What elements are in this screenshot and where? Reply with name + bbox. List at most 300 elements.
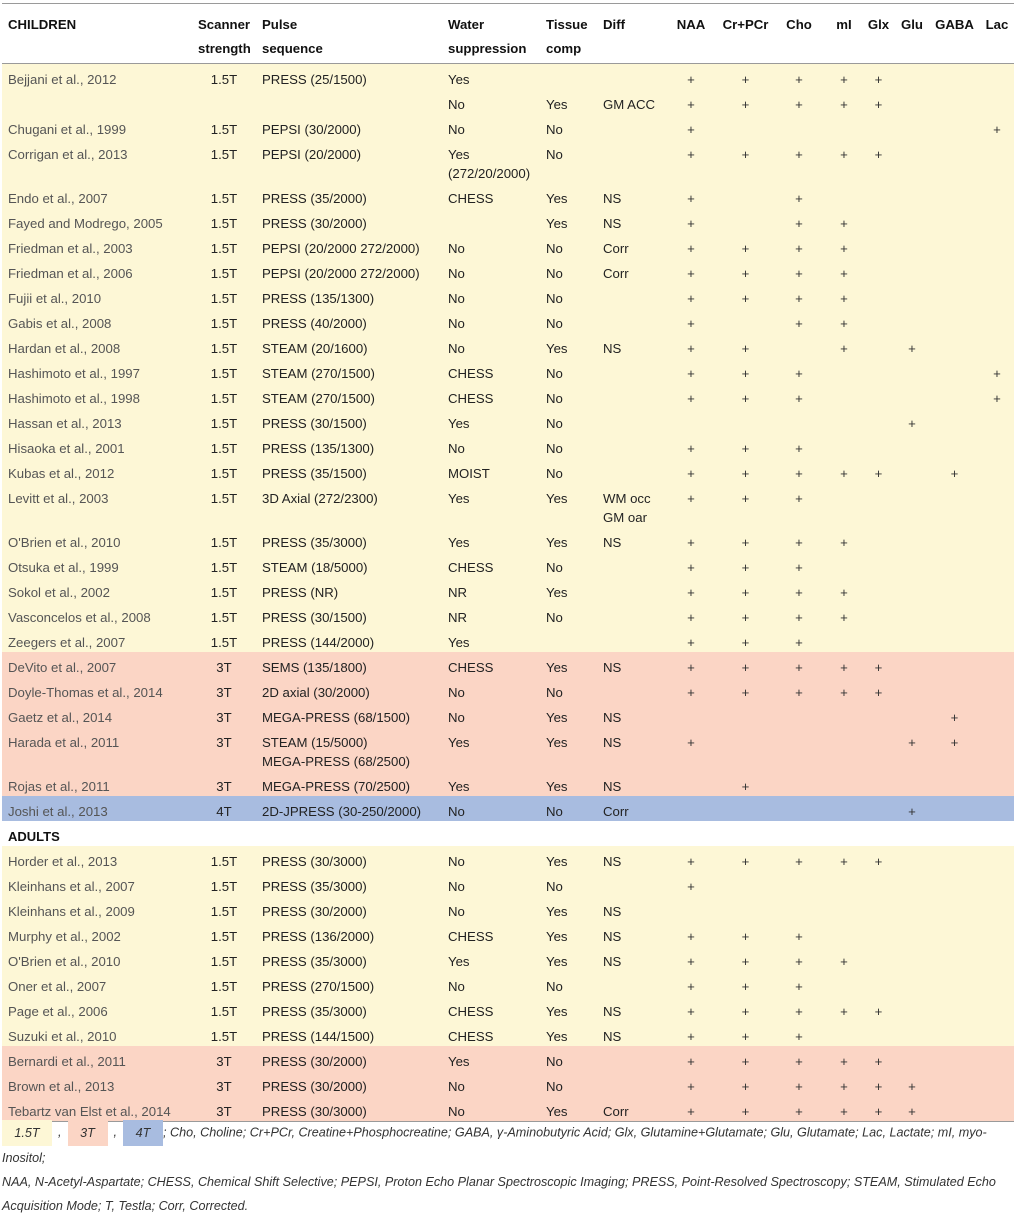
- water-cell: [442, 139, 540, 183]
- study-cell: Hashimoto et al., 1998: [2, 383, 192, 408]
- mark-glu: [895, 433, 929, 458]
- mark-glu: [895, 139, 929, 183]
- mark-mi: +: [826, 1071, 862, 1096]
- water-cell: [442, 408, 540, 433]
- table-row: [2, 846, 1014, 871]
- water-cell-line: MOIST: [448, 466, 490, 481]
- mark-glx: [862, 333, 895, 358]
- diff-cell: [597, 627, 663, 652]
- mark-naa: +: [663, 64, 719, 90]
- mark-lac: [980, 433, 1014, 458]
- study-cell: Otsuka et al., 1999: [2, 552, 192, 577]
- mark-cho: [772, 871, 826, 896]
- mark-cr-pcr: +: [719, 527, 772, 552]
- pulse-cell: [256, 433, 442, 458]
- mark-mi: +: [826, 139, 862, 183]
- water-cell-line: Yes: [448, 735, 470, 750]
- pulse-cell: [256, 1071, 442, 1096]
- tissue-cell: Yes: [540, 183, 597, 208]
- mark-gaba: [929, 483, 980, 527]
- tissue-cell: [540, 627, 597, 652]
- pulse-cell-line: PRESS (35/1500): [262, 466, 367, 481]
- mark-gaba: [929, 921, 980, 946]
- tissue-cell: Yes: [540, 771, 597, 796]
- mark-cho: +: [772, 1046, 826, 1071]
- mark-cr-pcr: [719, 183, 772, 208]
- mark-lac: [980, 577, 1014, 602]
- mark-lac: [980, 871, 1014, 896]
- table-row: [2, 433, 1014, 458]
- mark-glx: [862, 283, 895, 308]
- mark-glx: [862, 183, 895, 208]
- mark-cho: +: [772, 258, 826, 283]
- mark-glx: [862, 208, 895, 233]
- mark-cho: +: [772, 627, 826, 652]
- tissue-cell: No: [540, 602, 597, 627]
- table-row: [2, 408, 1014, 433]
- mark-gaba: [929, 208, 980, 233]
- diff-cell: [597, 527, 663, 552]
- mark-lac: [980, 89, 1014, 114]
- mark-glu: [895, 577, 929, 602]
- table-body: [2, 64, 1014, 1122]
- mark-mi: +: [826, 1046, 862, 1071]
- water-cell-line: CHESS: [448, 1029, 494, 1044]
- study-cell: Oner et al., 2007: [2, 971, 192, 996]
- mark-gaba: [929, 408, 980, 433]
- study-cell: Gaetz et al., 2014: [2, 702, 192, 727]
- diff-cell-line: Corr: [603, 241, 629, 256]
- mark-naa: +: [663, 308, 719, 333]
- water-cell-line: No: [448, 979, 465, 994]
- water-cell: [442, 1071, 540, 1096]
- water-cell: [442, 702, 540, 727]
- pulse-cell: [256, 333, 442, 358]
- pulse-cell: [256, 846, 442, 871]
- pulse-cell: [256, 64, 442, 90]
- header-tissue: Tissue comp: [540, 4, 597, 64]
- table-row: [2, 796, 1014, 821]
- table-row: [2, 971, 1014, 996]
- mark-gaba: [929, 258, 980, 283]
- mark-glu: [895, 64, 929, 90]
- water-cell-line: NR: [448, 585, 468, 600]
- mark-glx: +: [862, 458, 895, 483]
- scanner-cell: 1.5T: [192, 996, 256, 1021]
- water-cell: [442, 64, 540, 90]
- mark-glu: [895, 527, 929, 552]
- water-cell: [442, 896, 540, 921]
- scanner-cell: 3T: [192, 771, 256, 796]
- pulse-cell: [256, 652, 442, 677]
- mark-gaba: [929, 577, 980, 602]
- mark-cho: +: [772, 308, 826, 333]
- pulse-cell: [256, 89, 442, 114]
- water-cell: [442, 258, 540, 283]
- mark-naa: +: [663, 1021, 719, 1046]
- diff-cell-line: WM occ: [603, 491, 651, 506]
- mark-cho: +: [772, 1021, 826, 1046]
- tissue-cell: Yes: [540, 333, 597, 358]
- mark-naa: +: [663, 627, 719, 652]
- diff-cell-line: NS: [603, 341, 622, 356]
- diff-cell: [597, 652, 663, 677]
- tissue-cell: No: [540, 1071, 597, 1096]
- diff-cell: [597, 283, 663, 308]
- mark-glu: [895, 771, 929, 796]
- pulse-cell-line: PRESS (35/3000): [262, 879, 367, 894]
- study-cell: Hassan et al., 2013: [2, 408, 192, 433]
- mark-glu: [895, 996, 929, 1021]
- pulse-cell: [256, 702, 442, 727]
- mark-lac: [980, 333, 1014, 358]
- tissue-cell: Yes: [540, 527, 597, 552]
- table-row: [2, 458, 1014, 483]
- legend-text: ; Cho, Choline; Cr+PCr, Creatine+Phosphocreatine; GABA, γ-Aminobutyric Acid; Glx, Glutamine+Glutamate; Glu, Glutamate; Lac, Lactate; mI, myo-Inositol;: [2, 1125, 987, 1165]
- diff-cell: [597, 483, 663, 527]
- study-cell: Friedman et al., 2006: [2, 258, 192, 283]
- mark-cho: +: [772, 458, 826, 483]
- water-cell-line: No: [448, 685, 465, 700]
- mark-glu: [895, 358, 929, 383]
- mark-glx: [862, 602, 895, 627]
- table-row: [2, 383, 1014, 408]
- water-cell: [442, 996, 540, 1021]
- pulse-cell: [256, 796, 442, 821]
- pulse-cell-line: PRESS (NR): [262, 585, 339, 600]
- scanner-cell: 3T: [192, 727, 256, 771]
- mark-glx: [862, 383, 895, 408]
- pulse-cell-line: PRESS (135/1300): [262, 291, 375, 306]
- mark-glx: [862, 114, 895, 139]
- mark-naa: [663, 771, 719, 796]
- diff-cell-line: NS: [603, 535, 622, 550]
- pulse-cell-line: STEAM (15/5000): [262, 735, 368, 750]
- mark-glu: [895, 1021, 929, 1046]
- mark-mi: +: [826, 1096, 862, 1122]
- mark-glu: +: [895, 1071, 929, 1096]
- pulse-cell: [256, 358, 442, 383]
- mark-glu: [895, 627, 929, 652]
- scanner-cell: 1.5T: [192, 552, 256, 577]
- mark-glx: [862, 577, 895, 602]
- diff-cell: [597, 1071, 663, 1096]
- mark-glu: [895, 921, 929, 946]
- mark-cr-pcr: +: [719, 946, 772, 971]
- mark-naa: +: [663, 433, 719, 458]
- diff-cell: [597, 208, 663, 233]
- pulse-cell-line: 2D-JPRESS (30-250/2000): [262, 804, 422, 819]
- diff-cell: [597, 183, 663, 208]
- mark-mi: [826, 114, 862, 139]
- mark-gaba: [929, 871, 980, 896]
- table-legend: [2, 1120, 1014, 1218]
- water-cell-line: NR: [448, 610, 468, 625]
- mark-lac: [980, 796, 1014, 821]
- mark-cr-pcr: +: [719, 1096, 772, 1122]
- mark-mi: [826, 483, 862, 527]
- mark-cho: +: [772, 183, 826, 208]
- mark-mi: +: [826, 946, 862, 971]
- pulse-cell-line: PRESS (30/1500): [262, 610, 367, 625]
- mark-cr-pcr: +: [719, 258, 772, 283]
- water-cell-line: No: [448, 904, 465, 919]
- mark-gaba: [929, 946, 980, 971]
- pulse-cell-line: PRESS (30/3000): [262, 1104, 367, 1119]
- mark-mi: [826, 358, 862, 383]
- mark-glu: [895, 233, 929, 258]
- mark-naa: +: [663, 208, 719, 233]
- mark-cr-pcr: +: [719, 64, 772, 90]
- scanner-cell: 1.5T: [192, 139, 256, 183]
- diff-cell: [597, 702, 663, 727]
- mark-cr-pcr: [719, 408, 772, 433]
- mark-lac: [980, 527, 1014, 552]
- mark-cho: +: [772, 483, 826, 527]
- water-cell-line: No: [448, 241, 465, 256]
- mark-lac: [980, 946, 1014, 971]
- pulse-cell: [256, 921, 442, 946]
- pulse-cell-line: PRESS (25/1500): [262, 72, 367, 87]
- water-cell: [442, 921, 540, 946]
- study-cell: Doyle-Thomas et al., 2014: [2, 677, 192, 702]
- header-water: Water suppression: [442, 4, 540, 64]
- header-cr-pcr: Cr+PCr: [719, 4, 772, 64]
- mark-cho: [772, 727, 826, 771]
- mark-cr-pcr: [719, 896, 772, 921]
- study-cell: Fujii et al., 2010: [2, 283, 192, 308]
- scanner-cell: 3T: [192, 1046, 256, 1071]
- mark-lac: [980, 971, 1014, 996]
- water-cell: [442, 627, 540, 652]
- scanner-cell: 4T: [192, 796, 256, 821]
- mark-gaba: [929, 308, 980, 333]
- mark-cr-pcr: +: [719, 971, 772, 996]
- mark-gaba: [929, 333, 980, 358]
- mark-gaba: [929, 771, 980, 796]
- water-cell: [442, 114, 540, 139]
- tissue-cell: Yes: [540, 921, 597, 946]
- scanner-cell: [192, 89, 256, 114]
- pulse-cell: [256, 1046, 442, 1071]
- mark-mi: +: [826, 996, 862, 1021]
- diff-cell-line: Corr: [603, 266, 629, 281]
- table-row: [2, 233, 1014, 258]
- mark-gaba: +: [929, 727, 980, 771]
- mark-glu: [895, 89, 929, 114]
- mark-lac: [980, 483, 1014, 527]
- mark-mi: [826, 408, 862, 433]
- pulse-cell: [256, 208, 442, 233]
- diff-cell: [597, 552, 663, 577]
- table-row: [2, 1021, 1014, 1046]
- mark-mi: [826, 921, 862, 946]
- scanner-cell: 3T: [192, 702, 256, 727]
- water-cell: [442, 208, 540, 233]
- mark-naa: +: [663, 527, 719, 552]
- mark-naa: +: [663, 727, 719, 771]
- mark-glu: +: [895, 408, 929, 433]
- table-row: [2, 258, 1014, 283]
- pulse-cell-line: PRESS (30/2000): [262, 1054, 367, 1069]
- mark-cho: +: [772, 846, 826, 871]
- water-cell-line: Yes: [448, 779, 470, 794]
- pulse-cell: [256, 996, 442, 1021]
- water-cell-line: CHESS: [448, 391, 494, 406]
- water-cell-line: No: [448, 341, 465, 356]
- mark-cho: +: [772, 89, 826, 114]
- mark-cho: [772, 702, 826, 727]
- mark-glx: [862, 727, 895, 771]
- mark-gaba: [929, 233, 980, 258]
- tissue-cell: Yes: [540, 896, 597, 921]
- mark-mi: +: [826, 527, 862, 552]
- study-cell: Rojas et al., 2011: [2, 771, 192, 796]
- mark-glu: [895, 896, 929, 921]
- mark-cr-pcr: +: [719, 458, 772, 483]
- mark-naa: +: [663, 283, 719, 308]
- pulse-cell-line: PEPSI (30/2000): [262, 122, 361, 137]
- mark-gaba: +: [929, 702, 980, 727]
- mark-glu: +: [895, 333, 929, 358]
- diff-cell-line: GM ACC: [603, 97, 656, 112]
- diff-cell: [597, 258, 663, 283]
- study-cell: Gabis et al., 2008: [2, 308, 192, 333]
- mark-cr-pcr: +: [719, 1046, 772, 1071]
- mark-lac: [980, 1046, 1014, 1071]
- water-cell: [442, 183, 540, 208]
- mark-naa: +: [663, 996, 719, 1021]
- header-scanner: Scanner strength: [192, 4, 256, 64]
- study-cell: Hisaoka et al., 2001: [2, 433, 192, 458]
- mark-mi: +: [826, 846, 862, 871]
- mark-lac: [980, 1071, 1014, 1096]
- mark-gaba: [929, 1021, 980, 1046]
- mark-lac: [980, 1096, 1014, 1122]
- mark-gaba: [929, 1096, 980, 1122]
- pulse-cell-line: MEGA-PRESS (68/2500): [262, 754, 411, 769]
- tissue-cell: No: [540, 552, 597, 577]
- mark-naa: +: [663, 358, 719, 383]
- mark-cho: +: [772, 552, 826, 577]
- mark-lac: [980, 652, 1014, 677]
- mark-lac: [980, 677, 1014, 702]
- diff-cell-line: Corr: [603, 804, 629, 819]
- mark-mi: +: [826, 89, 862, 114]
- scanner-cell: 3T: [192, 677, 256, 702]
- water-cell: [442, 358, 540, 383]
- adults-section-row: [2, 821, 1014, 846]
- diff-cell-line: NS: [603, 904, 622, 919]
- mark-mi: [826, 702, 862, 727]
- mark-cr-pcr: [719, 871, 772, 896]
- diff-cell: [597, 358, 663, 383]
- mark-gaba: [929, 552, 980, 577]
- diff-cell: [597, 796, 663, 821]
- pulse-cell: [256, 871, 442, 896]
- mark-lac: +: [980, 114, 1014, 139]
- water-cell-line: No: [448, 266, 465, 281]
- header-diff: Diff: [597, 4, 663, 64]
- mark-lac: +: [980, 358, 1014, 383]
- mark-naa: [663, 896, 719, 921]
- tissue-cell: Yes: [540, 89, 597, 114]
- pulse-cell-line: PRESS (35/2000): [262, 191, 367, 206]
- header-lac: Lac: [980, 4, 1014, 64]
- mark-glx: [862, 433, 895, 458]
- pulse-cell-line: PRESS (144/1500): [262, 1029, 375, 1044]
- mark-naa: +: [663, 458, 719, 483]
- pulse-cell-line: SEMS (135/1800): [262, 660, 367, 675]
- mark-glu: [895, 946, 929, 971]
- mark-gaba: [929, 1046, 980, 1071]
- mark-glu: [895, 283, 929, 308]
- mark-glx: [862, 796, 895, 821]
- mark-naa: +: [663, 946, 719, 971]
- diff-cell: [597, 846, 663, 871]
- diff-cell: [597, 1021, 663, 1046]
- study-cell: Page et al., 2006: [2, 996, 192, 1021]
- study-cell: Friedman et al., 2003: [2, 233, 192, 258]
- scanner-cell: 1.5T: [192, 846, 256, 871]
- scanner-cell: 1.5T: [192, 383, 256, 408]
- mark-cr-pcr: +: [719, 921, 772, 946]
- mark-cr-pcr: +: [719, 627, 772, 652]
- table-row: [2, 89, 1014, 114]
- water-cell: [442, 946, 540, 971]
- water-cell: [442, 233, 540, 258]
- mark-mi: +: [826, 602, 862, 627]
- mark-glx: [862, 552, 895, 577]
- mark-cho: [772, 771, 826, 796]
- mark-cho: [772, 114, 826, 139]
- header-group: CHILDREN: [2, 4, 192, 64]
- mark-gaba: [929, 89, 980, 114]
- mark-glx: +: [862, 1096, 895, 1122]
- water-cell-line: No: [448, 1104, 465, 1119]
- pulse-cell: [256, 946, 442, 971]
- mark-glx: +: [862, 64, 895, 90]
- water-cell-line: Yes: [448, 1054, 470, 1069]
- table-row: [2, 871, 1014, 896]
- pulse-cell-line: PRESS (35/3000): [262, 1004, 367, 1019]
- mark-lac: [980, 727, 1014, 771]
- water-cell: [442, 527, 540, 552]
- study-cell: Joshi et al., 2013: [2, 796, 192, 821]
- mark-gaba: [929, 896, 980, 921]
- scanner-cell: 3T: [192, 1071, 256, 1096]
- water-cell-line: No: [448, 804, 465, 819]
- mark-gaba: [929, 846, 980, 871]
- mark-lac: [980, 602, 1014, 627]
- mark-naa: +: [663, 383, 719, 408]
- mark-gaba: [929, 283, 980, 308]
- mark-naa: +: [663, 1046, 719, 1071]
- mark-lac: [980, 771, 1014, 796]
- mark-glx: +: [862, 1046, 895, 1071]
- legend-line-1: [2, 1120, 1014, 1170]
- table-row: [2, 602, 1014, 627]
- mark-lac: [980, 996, 1014, 1021]
- study-cell: Kleinhans et al., 2007: [2, 871, 192, 896]
- mark-naa: +: [663, 333, 719, 358]
- mark-lac: [980, 702, 1014, 727]
- mark-glx: [862, 771, 895, 796]
- table-row: [2, 771, 1014, 796]
- tissue-cell: No: [540, 383, 597, 408]
- pulse-cell-line: PEPSI (20/2000): [262, 147, 361, 162]
- mark-cr-pcr: +: [719, 552, 772, 577]
